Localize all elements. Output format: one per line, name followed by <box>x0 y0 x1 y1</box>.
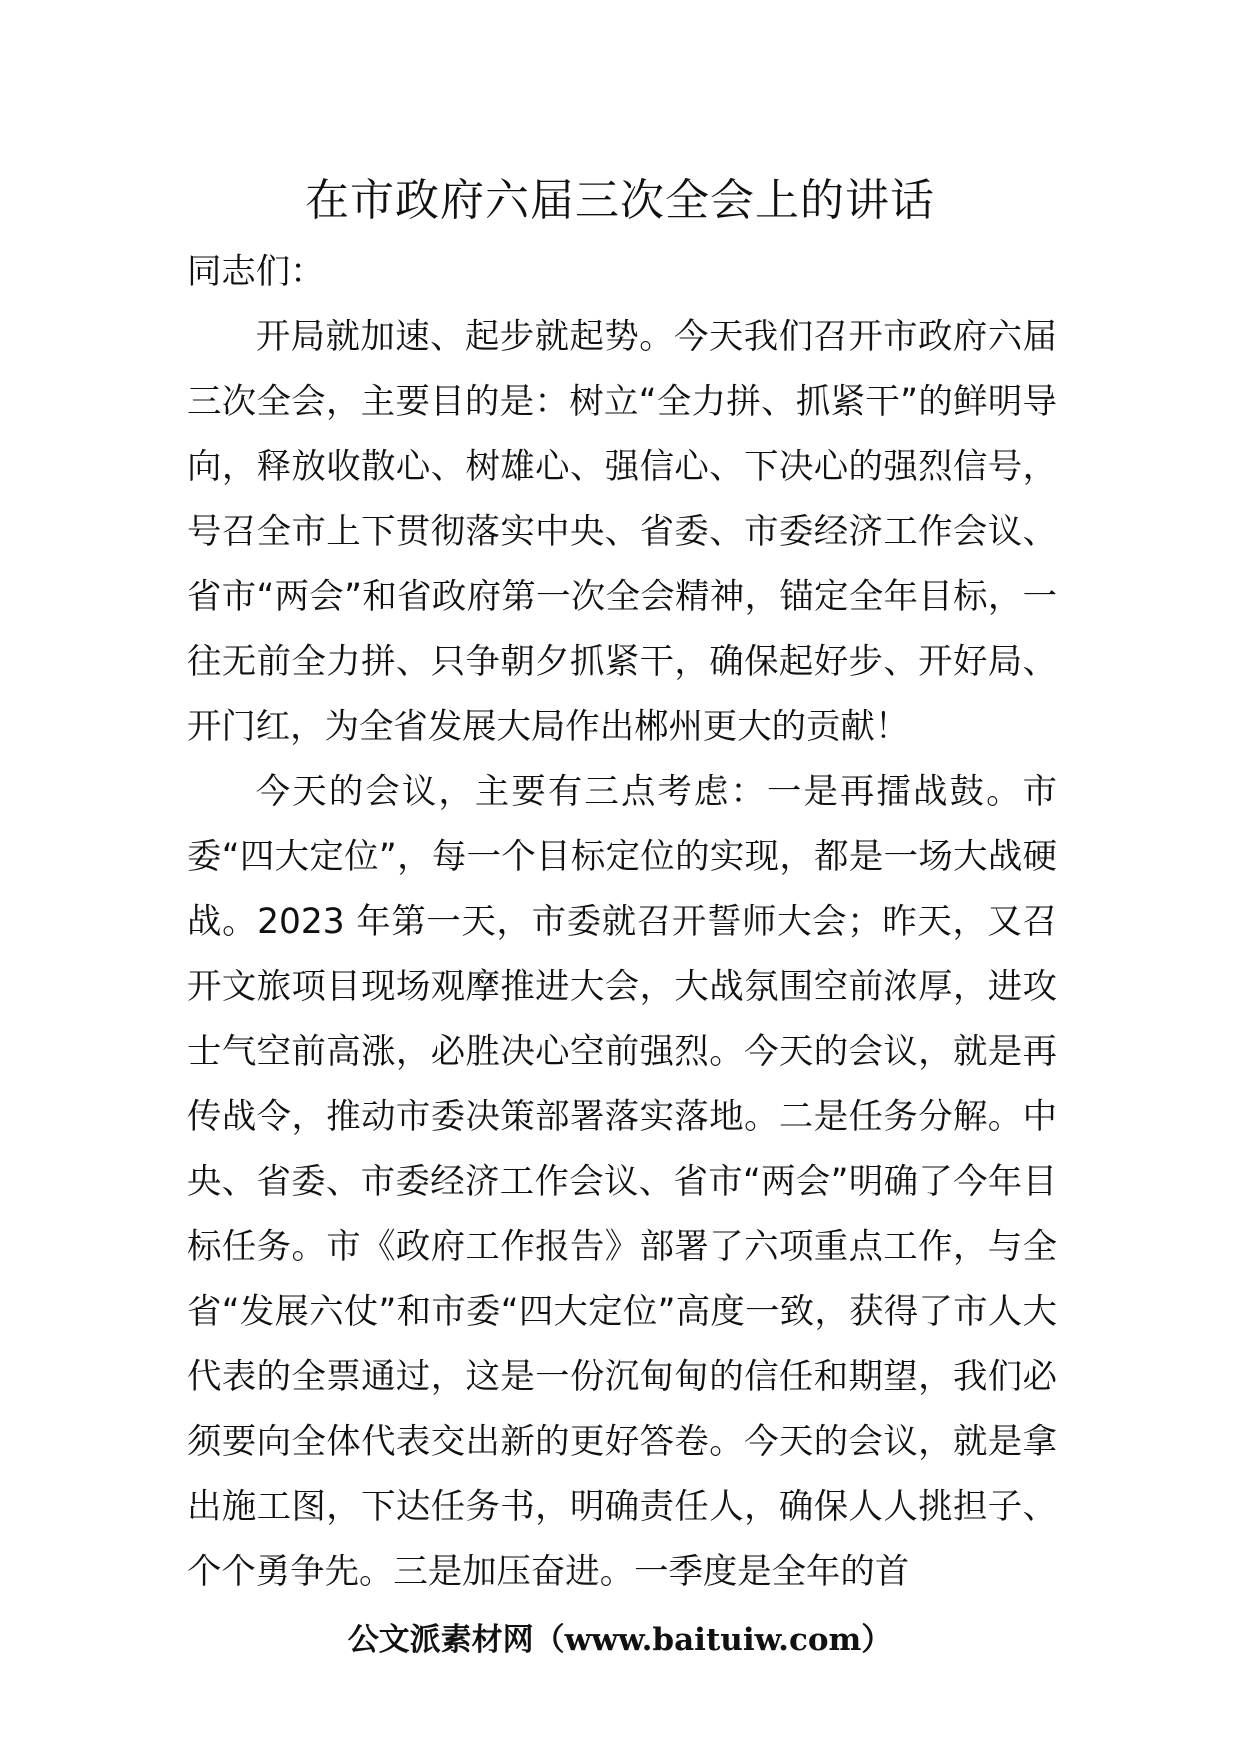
paragraph-1: 开局就加速、起步就起势。今天我们召开市政府六届三次全会，主要目的是：树立“全力拼、抓紧干”的鲜明导向，释放收散心、树雄心、强信心、下决心的强烈信号，号召全市上下贯彻落实中央、省委、市委经济工作会议、省市“两会”和省政府第一次全会精神，锚定全年目标，一往无前全力拼、只争朝夕抓紧干，确保起好步、开好局、开门红，为全省发展大局作出郴州更大的贡献！ <box>187 317 1057 747</box>
document-title: 在市政府六届三次全会上的讲话 <box>305 175 935 226</box>
document-body <box>187 240 1057 1605</box>
paragraph-2: 今天的会议，主要有三点考虑：一是再擂战鼓。市委“四大定位”，每一个目标定位的实现，都是一场大战硬战。2023 年第一天，市委就召开誓师大会；昨天，又召开文旅项目现场观摩推进大会，大战氛围空前浓厚，进攻士气空前高涨，必胜决心空前强烈。今天的会议，就是再传战令，推动市委决策部署落实落地。二是任务分解。中央、省委、市委经济工作会议、省市“两会”明确了今年目标任务。市《政府工作报告》部署了六项重点工作，与全省“发展六仗”和市委“四大定位”高度一致，获得了市人大代表的全票通过，这是一份沉甸甸的信任和期望，我们必须要向全体代表交出新的更好答卷。今天的会议，就是拿出施工图，下达任务书，明确责任人，确保人人挑担子、个个勇争先。三是加压奋进。一季度是全年的首 <box>187 772 1057 1592</box>
footer-watermark: 公文派素材网（www.baituiw.com） <box>347 1622 893 1658</box>
salutation: 同志们： <box>187 252 325 292</box>
